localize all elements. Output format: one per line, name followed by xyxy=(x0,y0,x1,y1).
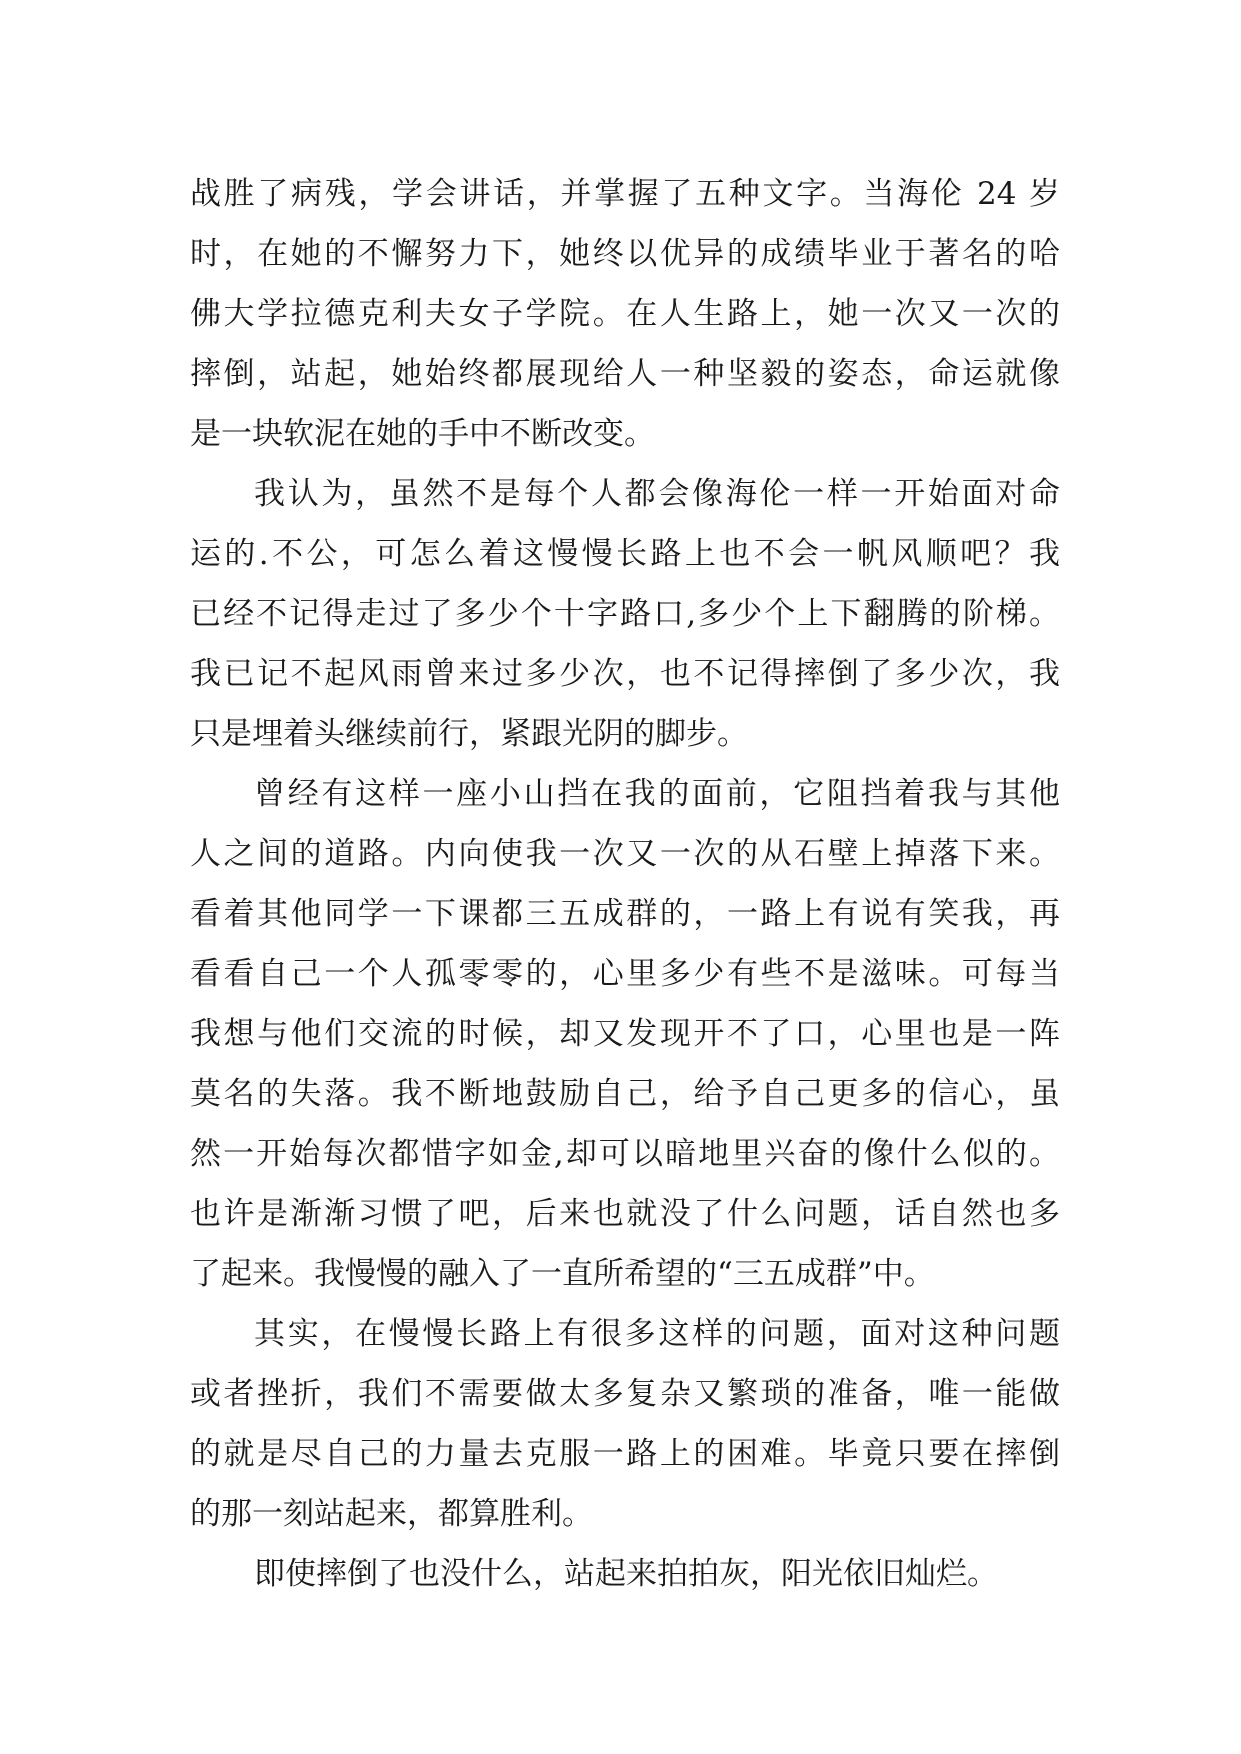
text-line: 即使摔倒了也没什么，站起来拍拍灰，阳光依旧灿烂。 xyxy=(254,1556,998,1592)
text-line: 看看自己一个人孤零零的，心里多少有些不是滋味。可每当 xyxy=(190,956,1060,992)
text-line: 也许是渐渐习惯了吧，后来也就没了什么问题，话自然也多 xyxy=(190,1196,1060,1232)
body-text xyxy=(190,164,1060,1604)
paragraph-1 xyxy=(190,164,1060,464)
text-line: 摔倒，站起，她始终都展现给人一种坚毅的姿态，命运就像 xyxy=(190,356,1060,392)
text-line: 然一开始每次都惜字如金,却可以暗地里兴奋的像什么似的。 xyxy=(190,1136,1060,1172)
text-line: 看着其他同学一下课都三五成群的，一路上有说有笑我，再 xyxy=(190,896,1060,932)
text-line: 战胜了病残，学会讲话，并掌握了五种文字。当海伦 24 岁 xyxy=(190,176,1060,212)
text-line: 已经不记得走过了多少个十字路口,多少个上下翻腾的阶梯。 xyxy=(190,596,1060,632)
text-line: 我已记不起风雨曾来过多少次，也不记得摔倒了多少次，我 xyxy=(190,656,1060,692)
text-line: 我认为，虽然不是每个人都会像海伦一样一开始面对命 xyxy=(254,476,1060,512)
text-line: 只是埋着头继续前行，紧跟光阴的脚步。 xyxy=(190,716,748,752)
text-line: 人之间的道路。内向使我一次又一次的从石壁上掉落下来。 xyxy=(190,836,1060,872)
text-line: 其实，在慢慢长路上有很多这样的问题，面对这种问题 xyxy=(254,1316,1060,1352)
text-line: 的就是尽自己的力量去克服一路上的困难。毕竟只要在摔倒 xyxy=(190,1436,1060,1472)
text-line: 时，在她的不懈努力下，她终以优异的成绩毕业于著名的哈 xyxy=(190,236,1060,272)
text-line: 了起来。我慢慢的融入了一直所希望的“三五成群”中。 xyxy=(190,1256,935,1292)
paragraph-2 xyxy=(190,464,1060,764)
paragraph-4 xyxy=(190,1304,1060,1544)
text-line: 曾经有这样一座小山挡在我的面前，它阻挡着我与其他 xyxy=(254,776,1060,812)
paragraph-3 xyxy=(190,764,1060,1304)
text-line: 我想与他们交流的时候，却又发现开不了口，心里也是一阵 xyxy=(190,1016,1060,1052)
text-line: 佛大学拉德克利夫女子学院。在人生路上，她一次又一次的 xyxy=(190,296,1060,332)
text-line: 是一块软泥在她的手中不断改变。 xyxy=(190,416,655,452)
text-line: 或者挫折，我们不需要做太多复杂又繁琐的准备，唯一能做 xyxy=(190,1376,1060,1412)
text-line: 的那一刻站起来，都算胜利。 xyxy=(190,1496,593,1532)
text-line: 莫名的失落。我不断地鼓励自己，给予自己更多的信心，虽 xyxy=(190,1076,1060,1112)
paragraph-5 xyxy=(190,1544,1060,1604)
text-line: 运的.不公，可怎么着这慢慢长路上也不会一帆风顺吧？我 xyxy=(190,536,1060,572)
